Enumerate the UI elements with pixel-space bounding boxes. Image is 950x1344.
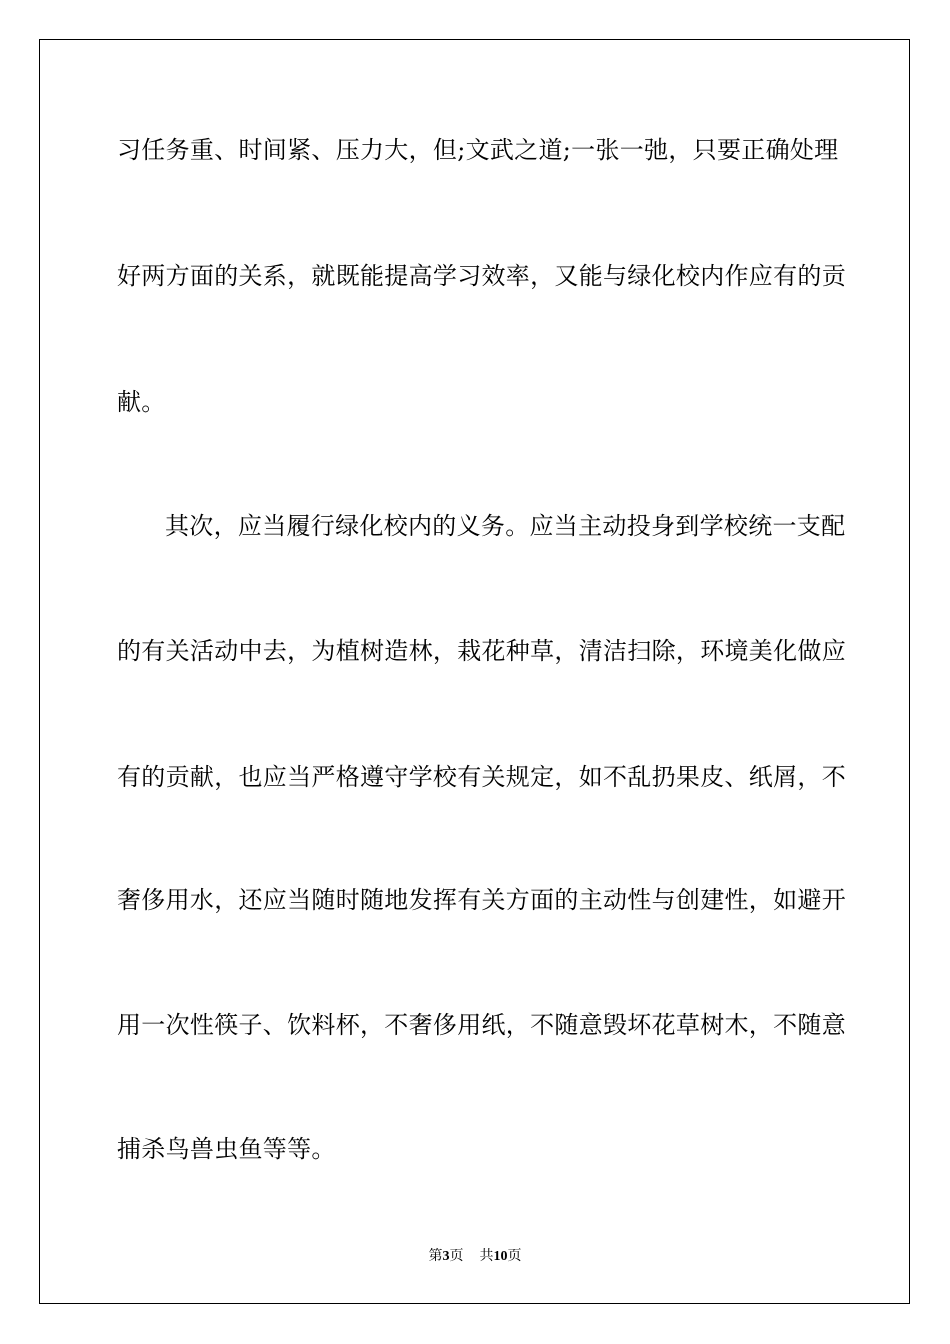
paragraph-line: 的有关活动中去，为植树造林，栽花种草，清洁扫除，环境美化做应 xyxy=(117,637,846,665)
page-prefix: 第 xyxy=(428,1248,443,1264)
paragraph-line: 好两方面的关系，就既能提高学习效率，又能与绿化校内作应有的贡 xyxy=(117,262,846,290)
page-border xyxy=(39,39,910,1304)
total-prefix: 共 xyxy=(479,1248,494,1264)
paragraph-line: 习任务重、时间紧、压力大，但;文武之道;一张一弛，只要正确处理 xyxy=(117,136,839,164)
paragraph-line: 献。 xyxy=(117,388,166,416)
paragraph-line: 用一次性筷子、饮料杯，不奢侈用纸，不随意毁坏花草树木，不随意 xyxy=(117,1011,846,1039)
paragraph-line: 奢侈用水，还应当随时随地发挥有关方面的主动性与创建性，如避开 xyxy=(117,886,846,914)
total-pages: 10 xyxy=(493,1249,508,1264)
page-number: 3 xyxy=(442,1249,450,1264)
paragraph-line: 捕杀鸟兽虫鱼等等。 xyxy=(117,1135,336,1163)
paragraph-line: 有的贡献，也应当严格遵守学校有关规定，如不乱扔果皮、纸屑，不 xyxy=(117,763,846,791)
page-suffix: 页 xyxy=(449,1248,464,1264)
total-suffix: 页 xyxy=(507,1248,522,1264)
paragraph-line: 其次，应当履行绿化校内的义务。应当主动投身到学校统一支配 xyxy=(165,512,846,540)
page-footer xyxy=(0,1247,950,1266)
